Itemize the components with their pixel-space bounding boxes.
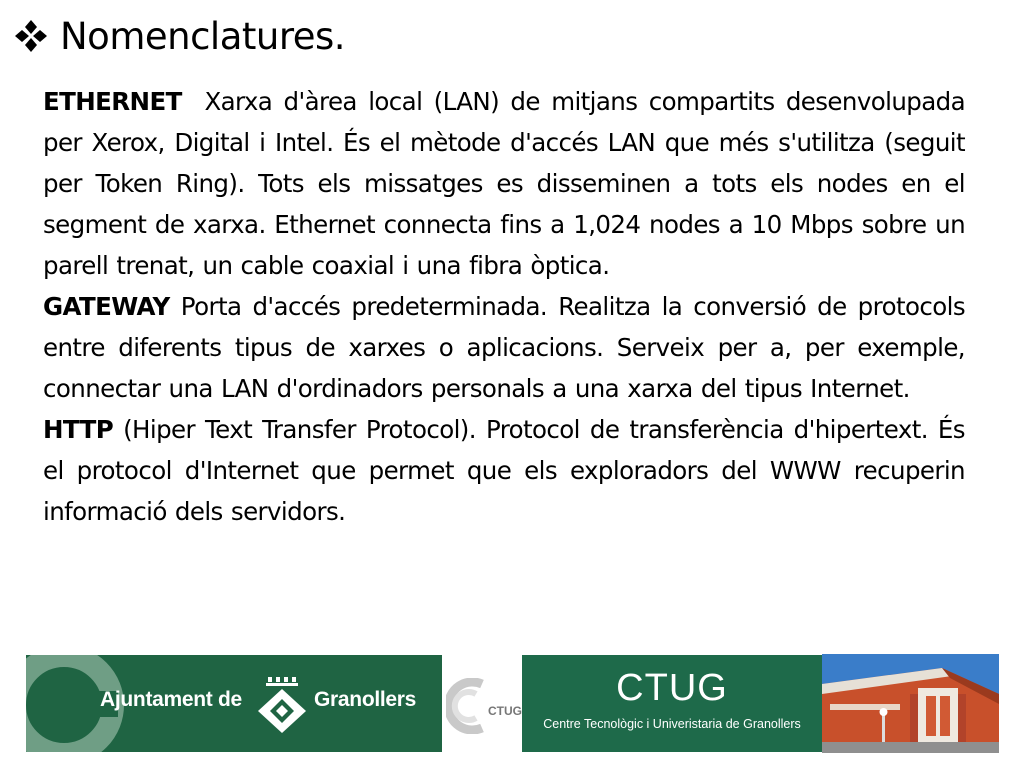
ajuntament-granollers-logo [26,655,442,752]
slide-title-row [14,10,345,62]
ctug-banner-logo [522,655,822,752]
ajuntament-text: Ajuntament de [100,688,242,711]
term-http: HTTP [43,415,114,444]
diamond-bullet-icon [14,19,48,53]
ctug-title: CTUG [616,667,728,709]
footer-logos [0,650,1024,760]
granollers-text: Granollers [314,688,417,711]
definition-gateway [43,286,965,409]
ctug-subtitle: Centre Tecnològic i Univeristaria de Granollers [543,717,801,731]
definition-text: (Hiper Text Transfer Protocol). Protocol de transferència d'hipertext. És el protocol d'Internet que permet que els exploradors del WWW recuperin informació dels servidors. [43,415,965,526]
definition-text: Porta d'accés predeterminada. Realitza la conversió de protocols entre diferents tipus de xarxes o aplicacions. Serveix per a, per exemple, connectar una LAN d'ordinadors personals a una xarxa del tipus Internet. [43,292,965,403]
granollers-crest-icon [256,675,308,737]
slide-body [43,81,965,532]
term-gateway: GATEWAY [43,292,170,321]
slide-title: Nomenclatures. [60,14,346,58]
ctug-small-text: CTUG [488,704,522,718]
definition-http [43,409,965,532]
building-photo [822,654,999,753]
term-ethernet: ETHERNET [43,87,182,116]
definition-ethernet [43,81,965,286]
definition-text: Xarxa d'àrea local (LAN) de mitjans compartits desenvolupada per Xerox, Digital i Intel. És el mètode d'accés LAN que més s'utilitza (seguit per Token Ring). Tots els missatges es disseminen a tots els nodes en el segment de xarxa. Ethernet connecta fins a 1,024 nodes a 10 Mbps sobre un parell trenat, un cable coaxial i una fibra òptica. [43,87,965,280]
